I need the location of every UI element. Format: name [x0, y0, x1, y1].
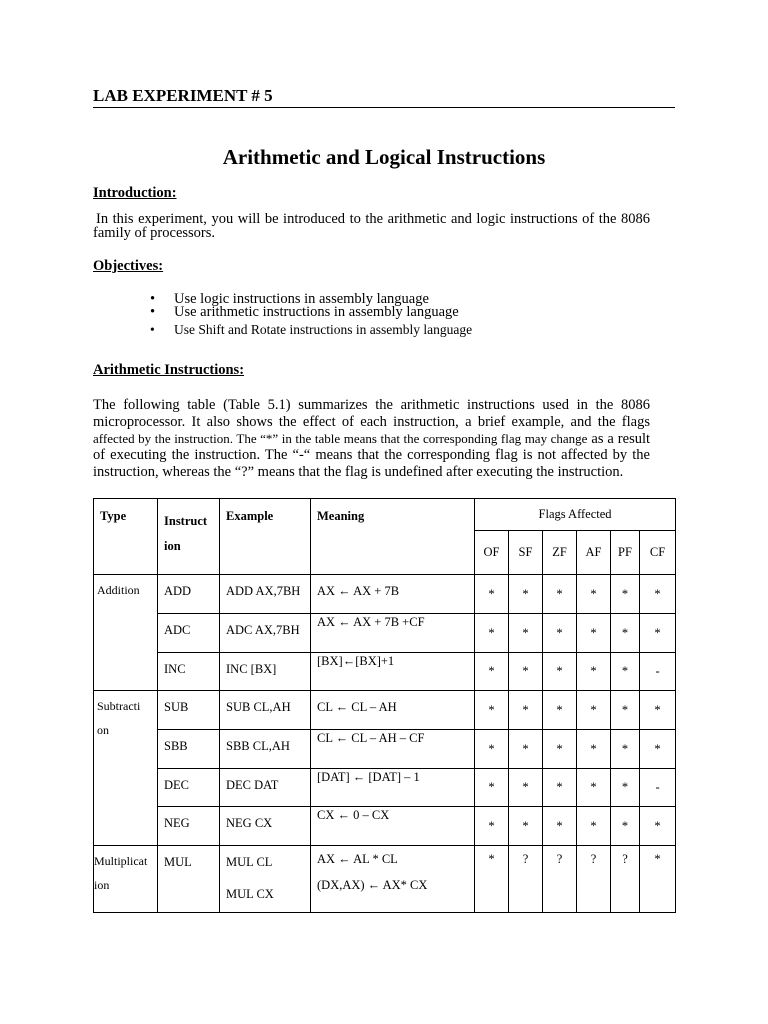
flag-cell: *	[543, 769, 577, 807]
arithmetic-para-3: as a result of executing the instruction. The “-“ means that the corresponding flag is not affected by the instruction, whereas the “?” means that the flag is undefined after executing the instruction.	[93, 430, 651, 481]
bullet-icon: •	[150, 322, 155, 337]
table-row	[94, 846, 676, 913]
instr-cell: SUB	[158, 691, 220, 730]
introduction-text: In this experiment, you will be introduced to the arithmetic and logic instructions of the 8086 family of processors.	[93, 211, 650, 241]
table-row	[94, 691, 676, 730]
flag-cell: *	[577, 653, 611, 691]
objectives-heading: Objectives:	[93, 258, 164, 274]
instr-cell: NEG	[158, 807, 220, 846]
arithmetic-text	[93, 397, 650, 481]
example-cell: MUL CL MUL CX	[220, 846, 311, 913]
flag-cell: *	[640, 807, 676, 846]
flag-cell: *	[611, 614, 640, 653]
example-cell: SUB CL,AH	[220, 691, 311, 730]
table-row	[94, 730, 676, 769]
bullet-icon: •	[150, 291, 156, 307]
flag-cell: *	[577, 730, 611, 769]
bullet-icon: •	[150, 304, 156, 320]
table-row	[94, 769, 676, 807]
flag-cell: *	[475, 769, 509, 807]
table-row	[94, 653, 676, 691]
flag-cell: ?	[543, 846, 577, 913]
instr-cell: DEC	[158, 769, 220, 807]
header-type: Type	[94, 499, 158, 575]
flag-cell: *	[577, 769, 611, 807]
flag-cell: *	[611, 807, 640, 846]
flag-header: ZF	[543, 531, 577, 575]
flag-cell: *	[640, 575, 676, 614]
flag-cell: *	[611, 575, 640, 614]
flag-cell: *	[543, 575, 577, 614]
flag-cell: *	[543, 730, 577, 769]
flag-cell: *	[611, 653, 640, 691]
flag-cell: *	[509, 769, 543, 807]
instr-cell: INC	[158, 653, 220, 691]
flag-cell: *	[577, 691, 611, 730]
flag-cell: *	[611, 769, 640, 807]
objective-item	[150, 322, 472, 338]
flag-cell: *	[475, 614, 509, 653]
instr-cell: ADD	[158, 575, 220, 614]
flag-cell: *	[543, 691, 577, 730]
flag-cell: *	[509, 614, 543, 653]
flag-cell: ?	[611, 846, 640, 913]
example-cell: SBB CL,AH	[220, 730, 311, 769]
flag-cell: -	[640, 653, 676, 691]
objective-text: Use logic instructions in assembly language	[174, 291, 429, 307]
meaning-cell: AX ← AL * CL (DX,AX) ← AX* CX	[311, 846, 475, 913]
meaning-cell: AX ← AX + 7B +CF	[311, 614, 475, 653]
flag-cell: *	[509, 575, 543, 614]
flag-cell: ?	[509, 846, 543, 913]
flag-header: OF	[475, 531, 509, 575]
flag-cell: *	[640, 846, 676, 913]
flag-cell: *	[475, 846, 509, 913]
flag-cell: *	[475, 807, 509, 846]
lab-header: LAB EXPERIMENT # 5	[93, 86, 273, 105]
flag-cell: *	[640, 691, 676, 730]
flag-cell: *	[509, 807, 543, 846]
flag-cell: *	[640, 730, 676, 769]
header-rule	[93, 107, 675, 108]
table-row	[94, 807, 676, 846]
instr-cell: MUL	[158, 846, 220, 913]
flag-cell: *	[509, 653, 543, 691]
page-title: Arithmetic and Logical Instructions	[222, 145, 546, 169]
meaning-cell: [DAT] ← [DAT] – 1	[311, 769, 475, 807]
objective-text: Use Shift and Rotate instructions in assembly language	[174, 322, 473, 337]
introduction-heading: Introduction:	[93, 185, 177, 201]
flag-cell: *	[543, 653, 577, 691]
group-addition: Addition	[94, 575, 158, 691]
flag-cell: *	[577, 614, 611, 653]
flag-cell: *	[611, 691, 640, 730]
flag-cell: *	[543, 614, 577, 653]
flag-cell: *	[543, 807, 577, 846]
flag-cell: *	[577, 575, 611, 614]
arithmetic-para-2: affected by the instruction. The “*” in the table means that the corresponding flag may change	[93, 430, 588, 446]
example-cell: ADD AX,7BH	[220, 575, 311, 614]
meaning-cell: CL ← CL – AH	[311, 691, 475, 730]
example-cell: NEG CX	[220, 807, 311, 846]
flag-cell: *	[509, 691, 543, 730]
header-example: Example	[220, 499, 311, 575]
header-instruction: Instruct ion	[158, 499, 220, 575]
instr-cell: SBB	[158, 730, 220, 769]
example-cell: INC [BX]	[220, 653, 311, 691]
arithmetic-instructions-table	[93, 498, 676, 913]
flag-header: PF	[611, 531, 640, 575]
meaning-cell: AX ← AX + 7B	[311, 575, 475, 614]
flag-header: AF	[577, 531, 611, 575]
header-flags-affected: Flags Affected	[475, 499, 676, 531]
objective-text: Use arithmetic instructions in assembly language	[174, 304, 459, 320]
table-row	[94, 614, 676, 653]
example-cell: DEC DAT	[220, 769, 311, 807]
flag-cell: *	[475, 575, 509, 614]
arithmetic-para-1: The following table (Table 5.1) summarizes the arithmetic instructions used in the 8086 microprocessor. It also shows the effect of each instruction, a brief example, and the flags	[93, 397, 650, 430]
example-cell: ADC AX,7BH	[220, 614, 311, 653]
group-multiplication: Multiplicat ion	[94, 846, 158, 913]
table-header-row	[94, 499, 676, 531]
arithmetic-heading: Arithmetic Instructions:	[93, 362, 245, 378]
flag-cell: *	[475, 691, 509, 730]
instr-cell: ADC	[158, 614, 220, 653]
flag-cell: *	[611, 730, 640, 769]
meaning-cell: [BX]←[BX]+1	[311, 653, 475, 691]
header-meaning: Meaning	[311, 499, 475, 575]
objective-item	[150, 304, 459, 320]
meaning-cell: CX ← 0 – CX	[311, 807, 475, 846]
flag-cell: -	[640, 769, 676, 807]
flag-cell: ?	[577, 846, 611, 913]
flag-cell: *	[509, 730, 543, 769]
flag-cell: *	[577, 807, 611, 846]
table-row	[94, 575, 676, 614]
flag-cell: *	[475, 730, 509, 769]
flag-cell: *	[640, 614, 676, 653]
flag-header: SF	[509, 531, 543, 575]
flag-header: CF	[640, 531, 676, 575]
flag-cell: *	[475, 653, 509, 691]
group-subtraction: Subtracti on	[94, 691, 158, 846]
meaning-cell: CL ← CL – AH – CF	[311, 730, 475, 769]
